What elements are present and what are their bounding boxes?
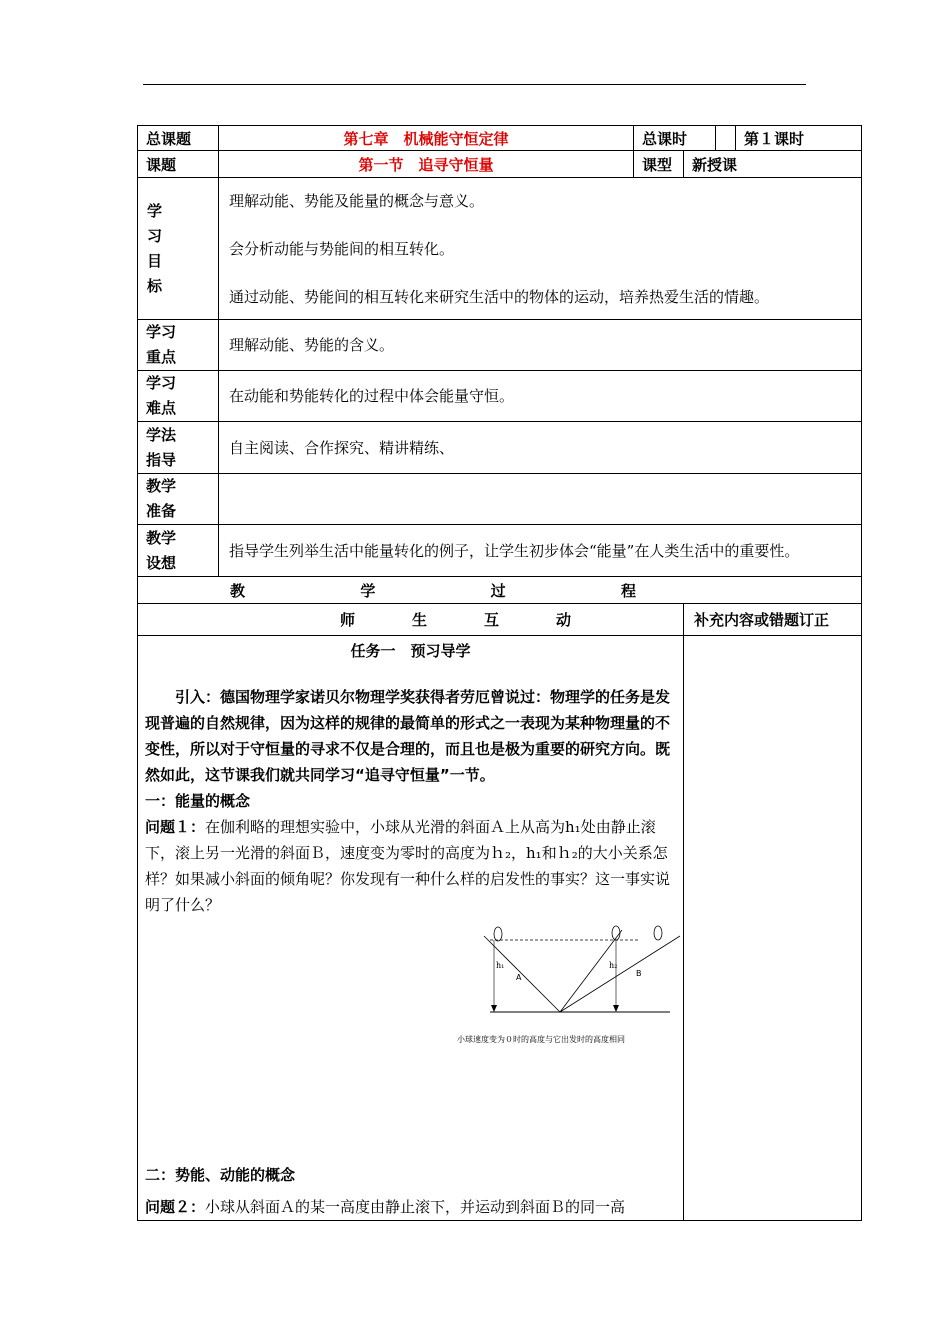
objectives-label: 学 习 目 标 bbox=[138, 178, 219, 320]
keshi-value: 第１课时 bbox=[736, 126, 862, 151]
task1-title: 任务一 预习导学 bbox=[350, 642, 471, 660]
question-1: 问题１：在伽利略的理想实验中，小球从光滑的斜面Ａ上从高为h₁处由静止滚下，滚上另一光滑的斜面Ｂ，速度变为零时的高度为ｈ₂，h₁和ｈ₂的大小关系怎样？如果减小斜面的倾角呢？你发现有一种什么样的启发性的事实？这一事实说明了什么？ bbox=[145, 818, 671, 914]
chapter-title: 第七章 机械能守恒定律 bbox=[219, 126, 634, 151]
process-header-row bbox=[138, 604, 862, 636]
question-2: 问题２：小球从斜面Ａ的某一高度由静止滚下，并运动到斜面Ｂ的同一高 bbox=[145, 1198, 626, 1216]
label-b: B bbox=[636, 969, 642, 978]
design-label: 教学 设想 bbox=[138, 525, 219, 577]
prep-row bbox=[138, 474, 862, 525]
lesson-plan-table bbox=[137, 125, 862, 1221]
zongketi-label: 总课题 bbox=[138, 126, 219, 151]
header-row-1 bbox=[138, 126, 862, 151]
incline-a bbox=[484, 936, 560, 1012]
design-content: 指导学生列举生活中能量转化的例子，让学生初步体会“能量”在人类生活中的重要性。 bbox=[219, 525, 862, 577]
h2-arrow-head bbox=[613, 1005, 619, 1012]
supplement-header: 补充内容或错题订正 bbox=[684, 604, 862, 636]
kexing-label: 课型 bbox=[634, 151, 684, 178]
header-rule bbox=[143, 84, 806, 85]
section-title: 第一节 追寻守恒量 bbox=[219, 151, 634, 178]
objective-item: 通过动能、势能间的相互转化来研究生活中的物体的运动，培养热爱生活的情趣。 bbox=[229, 287, 770, 306]
figure-caption: 小球速度变为０时的高度与它出发时的高度相同 bbox=[457, 1035, 625, 1044]
key-label: 学习 重点 bbox=[138, 320, 219, 371]
process-content bbox=[138, 636, 684, 1221]
kexing-value: 新授课 bbox=[684, 151, 862, 178]
intro-paragraph: 引入：德国物理学家诺贝尔物理学奖获得者劳厄曾说过：物理学的任务是发现普遍的自然规律，因为这样的规律的最简单的形式之一表现为某种物理量的不变性，所以对于守恒量的寻求不仅是合理的，而且也是极为重要的研究方向。既然如此，这节课我们就共同学习“追寻守恒量”一节。 bbox=[145, 688, 671, 784]
difficulty-row bbox=[138, 371, 862, 422]
ball-end-2 bbox=[654, 926, 662, 940]
objectives-content bbox=[219, 178, 862, 320]
section-energy-concept: 一：能量的概念 bbox=[145, 792, 251, 810]
label-a: A bbox=[516, 973, 522, 982]
key-content: 理解动能、势能的含义。 bbox=[219, 320, 862, 371]
zongkeshi-label: 总课时 bbox=[634, 126, 716, 151]
galileo-incline-figure bbox=[470, 924, 690, 1054]
difficulty-label: 学习 难点 bbox=[138, 371, 219, 422]
incline-b-steep bbox=[560, 930, 622, 1012]
keti-label: 课题 bbox=[138, 151, 219, 178]
label-h2: h₂ bbox=[609, 961, 618, 970]
prep-label: 教学 准备 bbox=[138, 474, 219, 525]
method-label: 学法 指导 bbox=[138, 422, 219, 474]
incline-diagram bbox=[470, 924, 690, 1049]
section-potential-kinetic: 二：势能、动能的概念 bbox=[145, 1166, 296, 1184]
objectives-row bbox=[138, 178, 862, 320]
ball-start bbox=[494, 927, 502, 941]
key-row bbox=[138, 320, 862, 371]
label-h1: h₁ bbox=[496, 961, 505, 970]
prep-content bbox=[219, 474, 862, 525]
objective-item: 理解动能、势能及能量的概念与意义。 bbox=[229, 191, 485, 210]
supplement-column bbox=[684, 636, 862, 1221]
h1-arrow-head bbox=[491, 1005, 497, 1012]
interact-header: 师 生 互 动 bbox=[138, 604, 684, 636]
header-row-2 bbox=[138, 151, 862, 178]
zongkeshi-value bbox=[716, 126, 736, 151]
design-row bbox=[138, 525, 862, 577]
objective-item: 会分析动能与势能间的相互转化。 bbox=[229, 239, 455, 258]
difficulty-content: 在动能和势能转化的过程中体会能量守恒。 bbox=[219, 371, 862, 422]
method-content: 自主阅读、合作探究、精讲精练、 bbox=[219, 422, 862, 474]
method-row bbox=[138, 422, 862, 474]
process-title: 教 学 过 程 bbox=[138, 577, 862, 604]
process-title-row bbox=[138, 577, 862, 604]
incline-b-gentle bbox=[560, 936, 680, 1012]
process-body-row bbox=[138, 636, 862, 1221]
